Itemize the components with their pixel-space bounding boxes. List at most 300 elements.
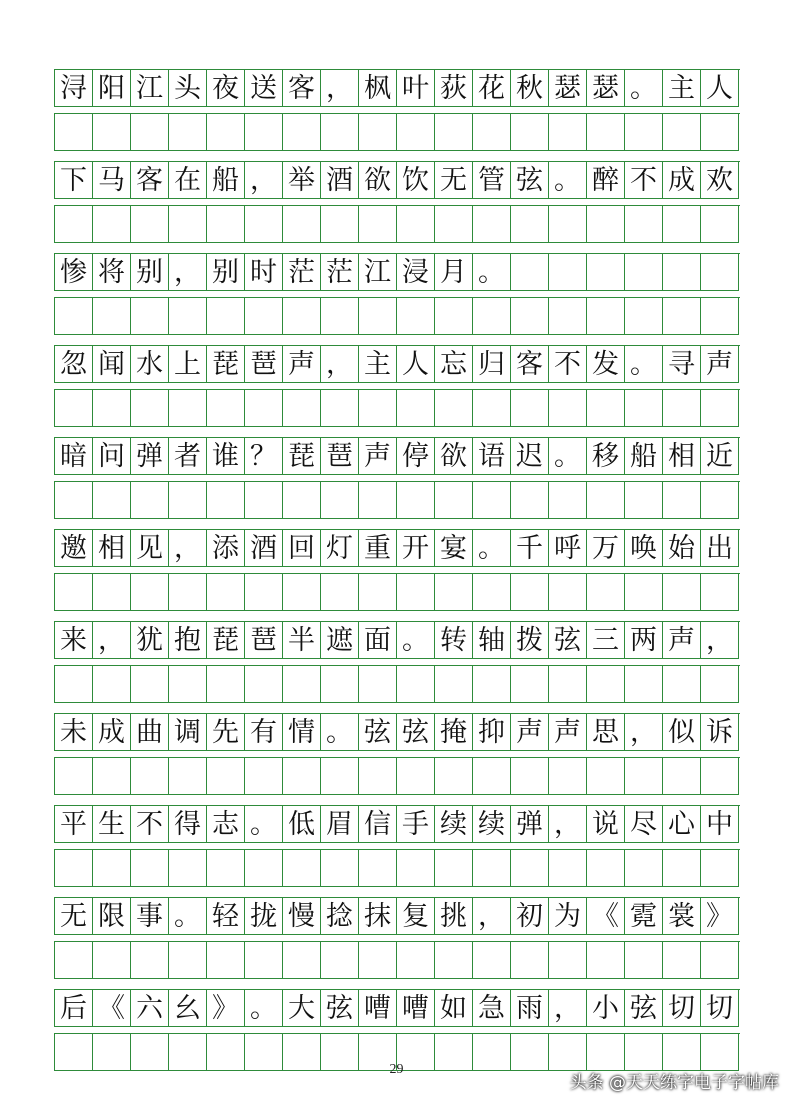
empty-cell: [359, 206, 397, 243]
grid-cell: 挑: [435, 898, 473, 935]
empty-cell: [359, 942, 397, 979]
empty-cell: [283, 298, 321, 335]
empty-cell: [245, 942, 283, 979]
empty-cell: [663, 114, 701, 151]
empty-cell: [131, 298, 169, 335]
grid-cell: 后: [55, 990, 93, 1027]
empty-cell: [511, 114, 549, 151]
empty-cell: [587, 114, 625, 151]
empty-cell: [169, 206, 207, 243]
empty-cell: [435, 574, 473, 611]
grid-cell: 裳: [663, 898, 701, 935]
grid-cell: [701, 254, 739, 291]
grid-cell: 阳: [93, 70, 131, 107]
empty-cell: [207, 114, 245, 151]
grid-cell: 水: [131, 346, 169, 383]
empty-cell: [321, 850, 359, 887]
grid-cell: 志: [207, 806, 245, 843]
empty-cell: [473, 298, 511, 335]
empty-cell: [131, 206, 169, 243]
grid-cell: 调: [169, 714, 207, 751]
empty-cell: [473, 850, 511, 887]
empty-cell: [549, 942, 587, 979]
grid-cell: 霓: [625, 898, 663, 935]
grid-cell: 。: [473, 254, 511, 291]
empty-cell: [93, 850, 131, 887]
grid-cell: 始: [663, 530, 701, 567]
grid-cell: 。: [549, 438, 587, 475]
grid-cell: 。: [625, 70, 663, 107]
empty-cell: [587, 850, 625, 887]
empty-cell: [435, 758, 473, 795]
text-row: [54, 897, 740, 935]
grid-cell: ，: [169, 530, 207, 567]
empty-cell: [701, 850, 739, 887]
empty-cell: [283, 850, 321, 887]
grid-cell: 未: [55, 714, 93, 751]
empty-cell: [55, 298, 93, 335]
empty-cell: [207, 482, 245, 519]
grid-cell: 手: [397, 806, 435, 843]
grid-cell: 信: [359, 806, 397, 843]
empty-cell: [93, 390, 131, 427]
empty-cell: [473, 942, 511, 979]
empty-cell: [283, 390, 321, 427]
empty-cell: [625, 298, 663, 335]
practice-row: [54, 113, 740, 151]
empty-cell: [625, 942, 663, 979]
grid-cell: 呼: [549, 530, 587, 567]
practice-row: [54, 205, 740, 243]
empty-cell: [663, 482, 701, 519]
grid-cell: 相: [663, 438, 701, 475]
empty-cell: [397, 666, 435, 703]
empty-cell: [625, 482, 663, 519]
empty-cell: [321, 482, 359, 519]
grid-cell: ，: [473, 898, 511, 935]
empty-cell: [283, 206, 321, 243]
grid-cell: 茫: [321, 254, 359, 291]
empty-cell: [701, 758, 739, 795]
grid-cell: 者: [169, 438, 207, 475]
empty-cell: [93, 298, 131, 335]
grid-cell: 三: [587, 622, 625, 659]
grid-cell: 琵: [283, 438, 321, 475]
grid-cell: 将: [93, 254, 131, 291]
empty-cell: [511, 942, 549, 979]
grid-cell: 时: [245, 254, 283, 291]
grid-cell: 千: [511, 530, 549, 567]
empty-cell: [169, 390, 207, 427]
grid-cell: [511, 254, 549, 291]
grid-cell: 欢: [701, 162, 739, 199]
empty-cell: [473, 482, 511, 519]
empty-cell: [701, 482, 739, 519]
grid-cell: 弦: [359, 714, 397, 751]
grid-cell: 花: [473, 70, 511, 107]
grid-cell: 琵: [207, 346, 245, 383]
grid-cell: 拢: [245, 898, 283, 935]
empty-cell: [359, 390, 397, 427]
grid-cell: 弦: [321, 990, 359, 1027]
grid-cell: 弹: [131, 438, 169, 475]
empty-cell: [473, 206, 511, 243]
grid-cell: 《: [587, 898, 625, 935]
empty-cell: [625, 666, 663, 703]
empty-cell: [701, 666, 739, 703]
empty-cell: [131, 482, 169, 519]
grid-cell: 。: [397, 622, 435, 659]
empty-cell: [55, 758, 93, 795]
grid-cell: 《: [93, 990, 131, 1027]
empty-cell: [473, 574, 511, 611]
grid-cell: 夜: [207, 70, 245, 107]
grid-cell: ？: [245, 438, 283, 475]
grid-cell: 人: [397, 346, 435, 383]
empty-cell: [549, 482, 587, 519]
empty-cell: [321, 758, 359, 795]
empty-cell: [663, 942, 701, 979]
empty-cell: [321, 666, 359, 703]
empty-cell: [321, 942, 359, 979]
grid-cell: 思: [587, 714, 625, 751]
empty-cell: [397, 114, 435, 151]
grid-cell: 声: [663, 622, 701, 659]
practice-row: [54, 573, 740, 611]
grid-cell: 客: [131, 162, 169, 199]
grid-cell: 客: [511, 346, 549, 383]
grid-cell: 。: [473, 530, 511, 567]
practice-row: [54, 941, 740, 979]
grid-cell: 瑟: [587, 70, 625, 107]
empty-cell: [701, 942, 739, 979]
grid-cell: 灯: [321, 530, 359, 567]
grid-cell: 瑟: [549, 70, 587, 107]
empty-cell: [435, 850, 473, 887]
empty-cell: [169, 482, 207, 519]
empty-cell: [169, 298, 207, 335]
empty-cell: [473, 390, 511, 427]
grid-cell: 得: [169, 806, 207, 843]
empty-cell: [549, 298, 587, 335]
empty-cell: [245, 850, 283, 887]
grid-cell: 弦: [549, 622, 587, 659]
grid-cell: 大: [283, 990, 321, 1027]
grid-cell: 弦: [625, 990, 663, 1027]
grid-cell: 掩: [435, 714, 473, 751]
grid-cell: 琶: [245, 622, 283, 659]
grid-cell: 不: [131, 806, 169, 843]
practice-row: [54, 481, 740, 519]
empty-cell: [55, 390, 93, 427]
empty-cell: [283, 666, 321, 703]
empty-cell: [55, 114, 93, 151]
empty-cell: [207, 850, 245, 887]
text-row: [54, 529, 740, 567]
empty-cell: [207, 206, 245, 243]
empty-cell: [587, 206, 625, 243]
empty-cell: [131, 942, 169, 979]
empty-cell: [587, 482, 625, 519]
empty-cell: [283, 758, 321, 795]
grid-cell: 雨: [511, 990, 549, 1027]
empty-cell: [131, 390, 169, 427]
empty-cell: [397, 574, 435, 611]
empty-cell: [511, 390, 549, 427]
empty-cell: [701, 298, 739, 335]
empty-cell: [207, 758, 245, 795]
grid-cell: 举: [283, 162, 321, 199]
grid-cell: 眉: [321, 806, 359, 843]
empty-cell: [283, 574, 321, 611]
empty-cell: [701, 390, 739, 427]
empty-cell: [587, 758, 625, 795]
empty-cell: [169, 666, 207, 703]
empty-cell: [131, 574, 169, 611]
grid-cell: 捻: [321, 898, 359, 935]
grid-cell: 近: [701, 438, 739, 475]
empty-cell: [321, 206, 359, 243]
empty-cell: [587, 666, 625, 703]
empty-cell: [625, 390, 663, 427]
grid-cell: 平: [55, 806, 93, 843]
grid-cell: 马: [93, 162, 131, 199]
grid-cell: 低: [283, 806, 321, 843]
empty-cell: [587, 574, 625, 611]
grid-cell: 忘: [435, 346, 473, 383]
empty-cell: [207, 298, 245, 335]
grid-cell: 轻: [207, 898, 245, 935]
grid-cell: 抹: [359, 898, 397, 935]
grid-cell: 浸: [397, 254, 435, 291]
grid-cell: 成: [93, 714, 131, 751]
empty-cell: [245, 666, 283, 703]
grid-cell: 转: [435, 622, 473, 659]
grid-cell: 送: [245, 70, 283, 107]
grid-cell: ，: [701, 622, 739, 659]
empty-cell: [549, 850, 587, 887]
grid-cell: 琶: [245, 346, 283, 383]
empty-cell: [473, 114, 511, 151]
empty-cell: [511, 298, 549, 335]
grid-cell: 邀: [55, 530, 93, 567]
empty-cell: [207, 390, 245, 427]
empty-cell: [359, 666, 397, 703]
empty-cell: [321, 390, 359, 427]
grid-cell: 头: [169, 70, 207, 107]
grid-cell: 迟: [511, 438, 549, 475]
grid-cell: [587, 254, 625, 291]
empty-cell: [93, 206, 131, 243]
grid-cell: ，: [549, 806, 587, 843]
grid-cell: 声: [511, 714, 549, 751]
grid-cell: 抑: [473, 714, 511, 751]
grid-cell: 琵: [207, 622, 245, 659]
grid-cell: ，: [321, 346, 359, 383]
grid-cell: 谁: [207, 438, 245, 475]
empty-cell: [359, 298, 397, 335]
empty-cell: [397, 390, 435, 427]
grid-cell: 客: [283, 70, 321, 107]
grid-cell: 中: [701, 806, 739, 843]
grid-cell: 半: [283, 622, 321, 659]
grid-cell: 》: [207, 990, 245, 1027]
grid-cell: [549, 254, 587, 291]
grid-cell: 语: [473, 438, 511, 475]
grid-cell: 说: [587, 806, 625, 843]
empty-cell: [549, 574, 587, 611]
empty-cell: [397, 206, 435, 243]
empty-cell: [169, 758, 207, 795]
empty-cell: [511, 850, 549, 887]
grid-cell: [625, 254, 663, 291]
grid-cell: 。: [245, 990, 283, 1027]
grid-cell: 茫: [283, 254, 321, 291]
empty-cell: [245, 114, 283, 151]
empty-cell: [55, 574, 93, 611]
empty-cell: [549, 390, 587, 427]
empty-cell: [55, 666, 93, 703]
grid-cell: 闻: [93, 346, 131, 383]
empty-cell: [397, 850, 435, 887]
empty-cell: [321, 114, 359, 151]
grid-cell: 枫: [359, 70, 397, 107]
empty-cell: [245, 298, 283, 335]
text-row: [54, 713, 740, 751]
grid-cell: 无: [435, 162, 473, 199]
empty-cell: [435, 942, 473, 979]
grid-cell: 切: [663, 990, 701, 1027]
grid-cell: 暗: [55, 438, 93, 475]
empty-cell: [245, 206, 283, 243]
grid-cell: 续: [473, 806, 511, 843]
grid-cell: 续: [435, 806, 473, 843]
grid-cell: 事: [131, 898, 169, 935]
empty-cell: [435, 482, 473, 519]
empty-cell: [131, 666, 169, 703]
empty-cell: [663, 758, 701, 795]
grid-cell: 。: [169, 898, 207, 935]
text-row: [54, 161, 740, 199]
empty-cell: [587, 942, 625, 979]
empty-cell: [245, 482, 283, 519]
empty-cell: [55, 482, 93, 519]
grid-cell: 饮: [397, 162, 435, 199]
grid-cell: 成: [663, 162, 701, 199]
empty-cell: [663, 574, 701, 611]
empty-cell: [283, 942, 321, 979]
grid-cell: 初: [511, 898, 549, 935]
text-row: [54, 253, 740, 291]
grid-cell: 六: [131, 990, 169, 1027]
page-number: 29: [389, 1062, 404, 1077]
grid-cell: 出: [701, 530, 739, 567]
empty-cell: [625, 206, 663, 243]
empty-cell: [207, 666, 245, 703]
grid-cell: ，: [93, 622, 131, 659]
empty-cell: [549, 206, 587, 243]
empty-cell: [131, 758, 169, 795]
grid-cell: 下: [55, 162, 93, 199]
empty-cell: [169, 850, 207, 887]
grid-cell: 声: [359, 438, 397, 475]
watermark: 头条 @天天练字电子字帖库: [569, 1073, 779, 1093]
grid-cell: 寻: [663, 346, 701, 383]
empty-cell: [93, 482, 131, 519]
empty-cell: [359, 758, 397, 795]
grid-cell: 生: [93, 806, 131, 843]
empty-cell: [55, 850, 93, 887]
grid-cell: 酒: [321, 162, 359, 199]
grid-cell: 弹: [511, 806, 549, 843]
grid-cell: 嘈: [397, 990, 435, 1027]
grid-cell: 万: [587, 530, 625, 567]
grid-cell: 切: [701, 990, 739, 1027]
empty-cell: [397, 482, 435, 519]
grid-cell: 上: [169, 346, 207, 383]
grid-cell: 主: [359, 346, 397, 383]
empty-cell: [511, 574, 549, 611]
empty-cell: [397, 298, 435, 335]
empty-cell: [93, 114, 131, 151]
empty-cell: [701, 206, 739, 243]
text-row: [54, 69, 740, 107]
grid-cell: 重: [359, 530, 397, 567]
empty-cell: [511, 758, 549, 795]
practice-grid: [54, 69, 740, 1081]
empty-cell: [663, 298, 701, 335]
grid-cell: 如: [435, 990, 473, 1027]
empty-cell: [511, 666, 549, 703]
grid-cell: 诉: [701, 714, 739, 751]
empty-cell: [663, 850, 701, 887]
empty-cell: [473, 666, 511, 703]
grid-cell: 荻: [435, 70, 473, 107]
text-row: [54, 989, 740, 1027]
grid-cell: 。: [549, 162, 587, 199]
practice-row: [54, 389, 740, 427]
grid-cell: 唤: [625, 530, 663, 567]
grid-cell: 声: [283, 346, 321, 383]
grid-cell: 声: [701, 346, 739, 383]
empty-cell: [55, 206, 93, 243]
empty-cell: [245, 390, 283, 427]
grid-cell: 欲: [359, 162, 397, 199]
grid-cell: 归: [473, 346, 511, 383]
empty-cell: [245, 758, 283, 795]
grid-cell: 轴: [473, 622, 511, 659]
empty-cell: [701, 114, 739, 151]
grid-cell: 遮: [321, 622, 359, 659]
grid-cell: 发: [587, 346, 625, 383]
empty-cell: [549, 666, 587, 703]
empty-cell: [511, 482, 549, 519]
empty-cell: [625, 574, 663, 611]
grid-cell: 管: [473, 162, 511, 199]
empty-cell: [169, 114, 207, 151]
empty-cell: [283, 114, 321, 151]
grid-cell: 弦: [397, 714, 435, 751]
grid-cell: 不: [549, 346, 587, 383]
grid-cell: 江: [359, 254, 397, 291]
empty-cell: [283, 482, 321, 519]
grid-cell: 为: [549, 898, 587, 935]
grid-cell: 。: [321, 714, 359, 751]
empty-cell: [359, 482, 397, 519]
grid-cell: 开: [397, 530, 435, 567]
grid-cell: 急: [473, 990, 511, 1027]
empty-cell: [359, 114, 397, 151]
